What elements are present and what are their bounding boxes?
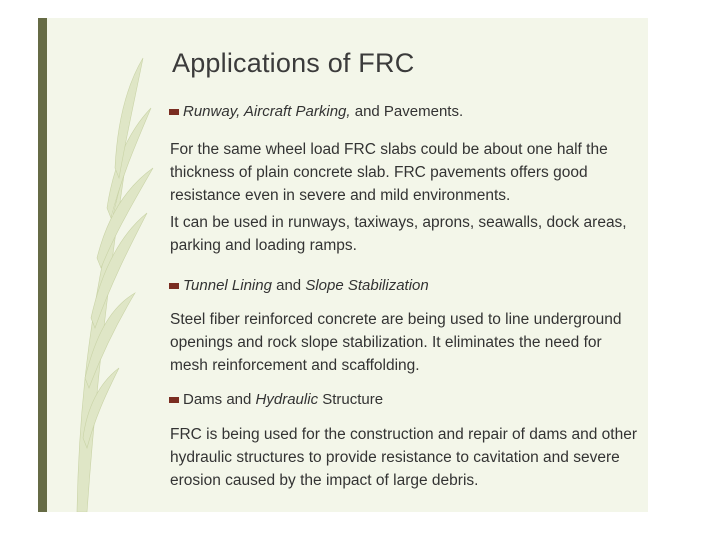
slide bbox=[38, 18, 648, 512]
heading-italic-text: Slope Stabilization bbox=[305, 277, 429, 294]
bullet-runway-heading bbox=[169, 103, 463, 120]
accent-bar bbox=[38, 18, 47, 512]
heading-italic-text: Hydraulic bbox=[255, 391, 319, 408]
bullet-marker-icon bbox=[169, 396, 179, 404]
decorative-frond-graphic bbox=[47, 18, 157, 512]
bullet-marker-icon bbox=[169, 108, 179, 116]
bullet-marker-icon bbox=[169, 282, 179, 290]
heading-text: Structure bbox=[318, 391, 384, 408]
slide-title: Applications of FRC bbox=[172, 48, 415, 78]
heading-text: and bbox=[271, 277, 306, 294]
paragraph-runway-uses: It can be used in runways, taxiways, aprons, seawalls, dock areas, parking and loading ramps. bbox=[170, 214, 627, 254]
heading-italic-text: Runway, Aircraft Parking, bbox=[183, 103, 351, 120]
heading-text: and Pavements. bbox=[350, 103, 464, 120]
paragraph-runway-thickness: For the same wheel load FRC slabs could be about one half the thickness of plain concrete slab. FRC pavements offers good resistance even in severe and mild environments. bbox=[170, 141, 608, 204]
bullet-dams-heading bbox=[169, 391, 383, 408]
bullet-tunnel-heading bbox=[169, 277, 429, 294]
paragraph-dams: FRC is being used for the construction and repair of dams and other hydraulic structures to provide resistance to cavitation and severe erosion caused by the impact of large debris. bbox=[170, 426, 637, 489]
heading-text: Dams and bbox=[183, 391, 256, 408]
heading-italic-text: Tunnel Lining bbox=[183, 277, 272, 294]
paragraph-tunnel: Steel fiber reinforced concrete are being used to line underground openings and rock slope stabilization. It eliminates the need for mesh reinforcement and scaffolding. bbox=[170, 311, 622, 374]
